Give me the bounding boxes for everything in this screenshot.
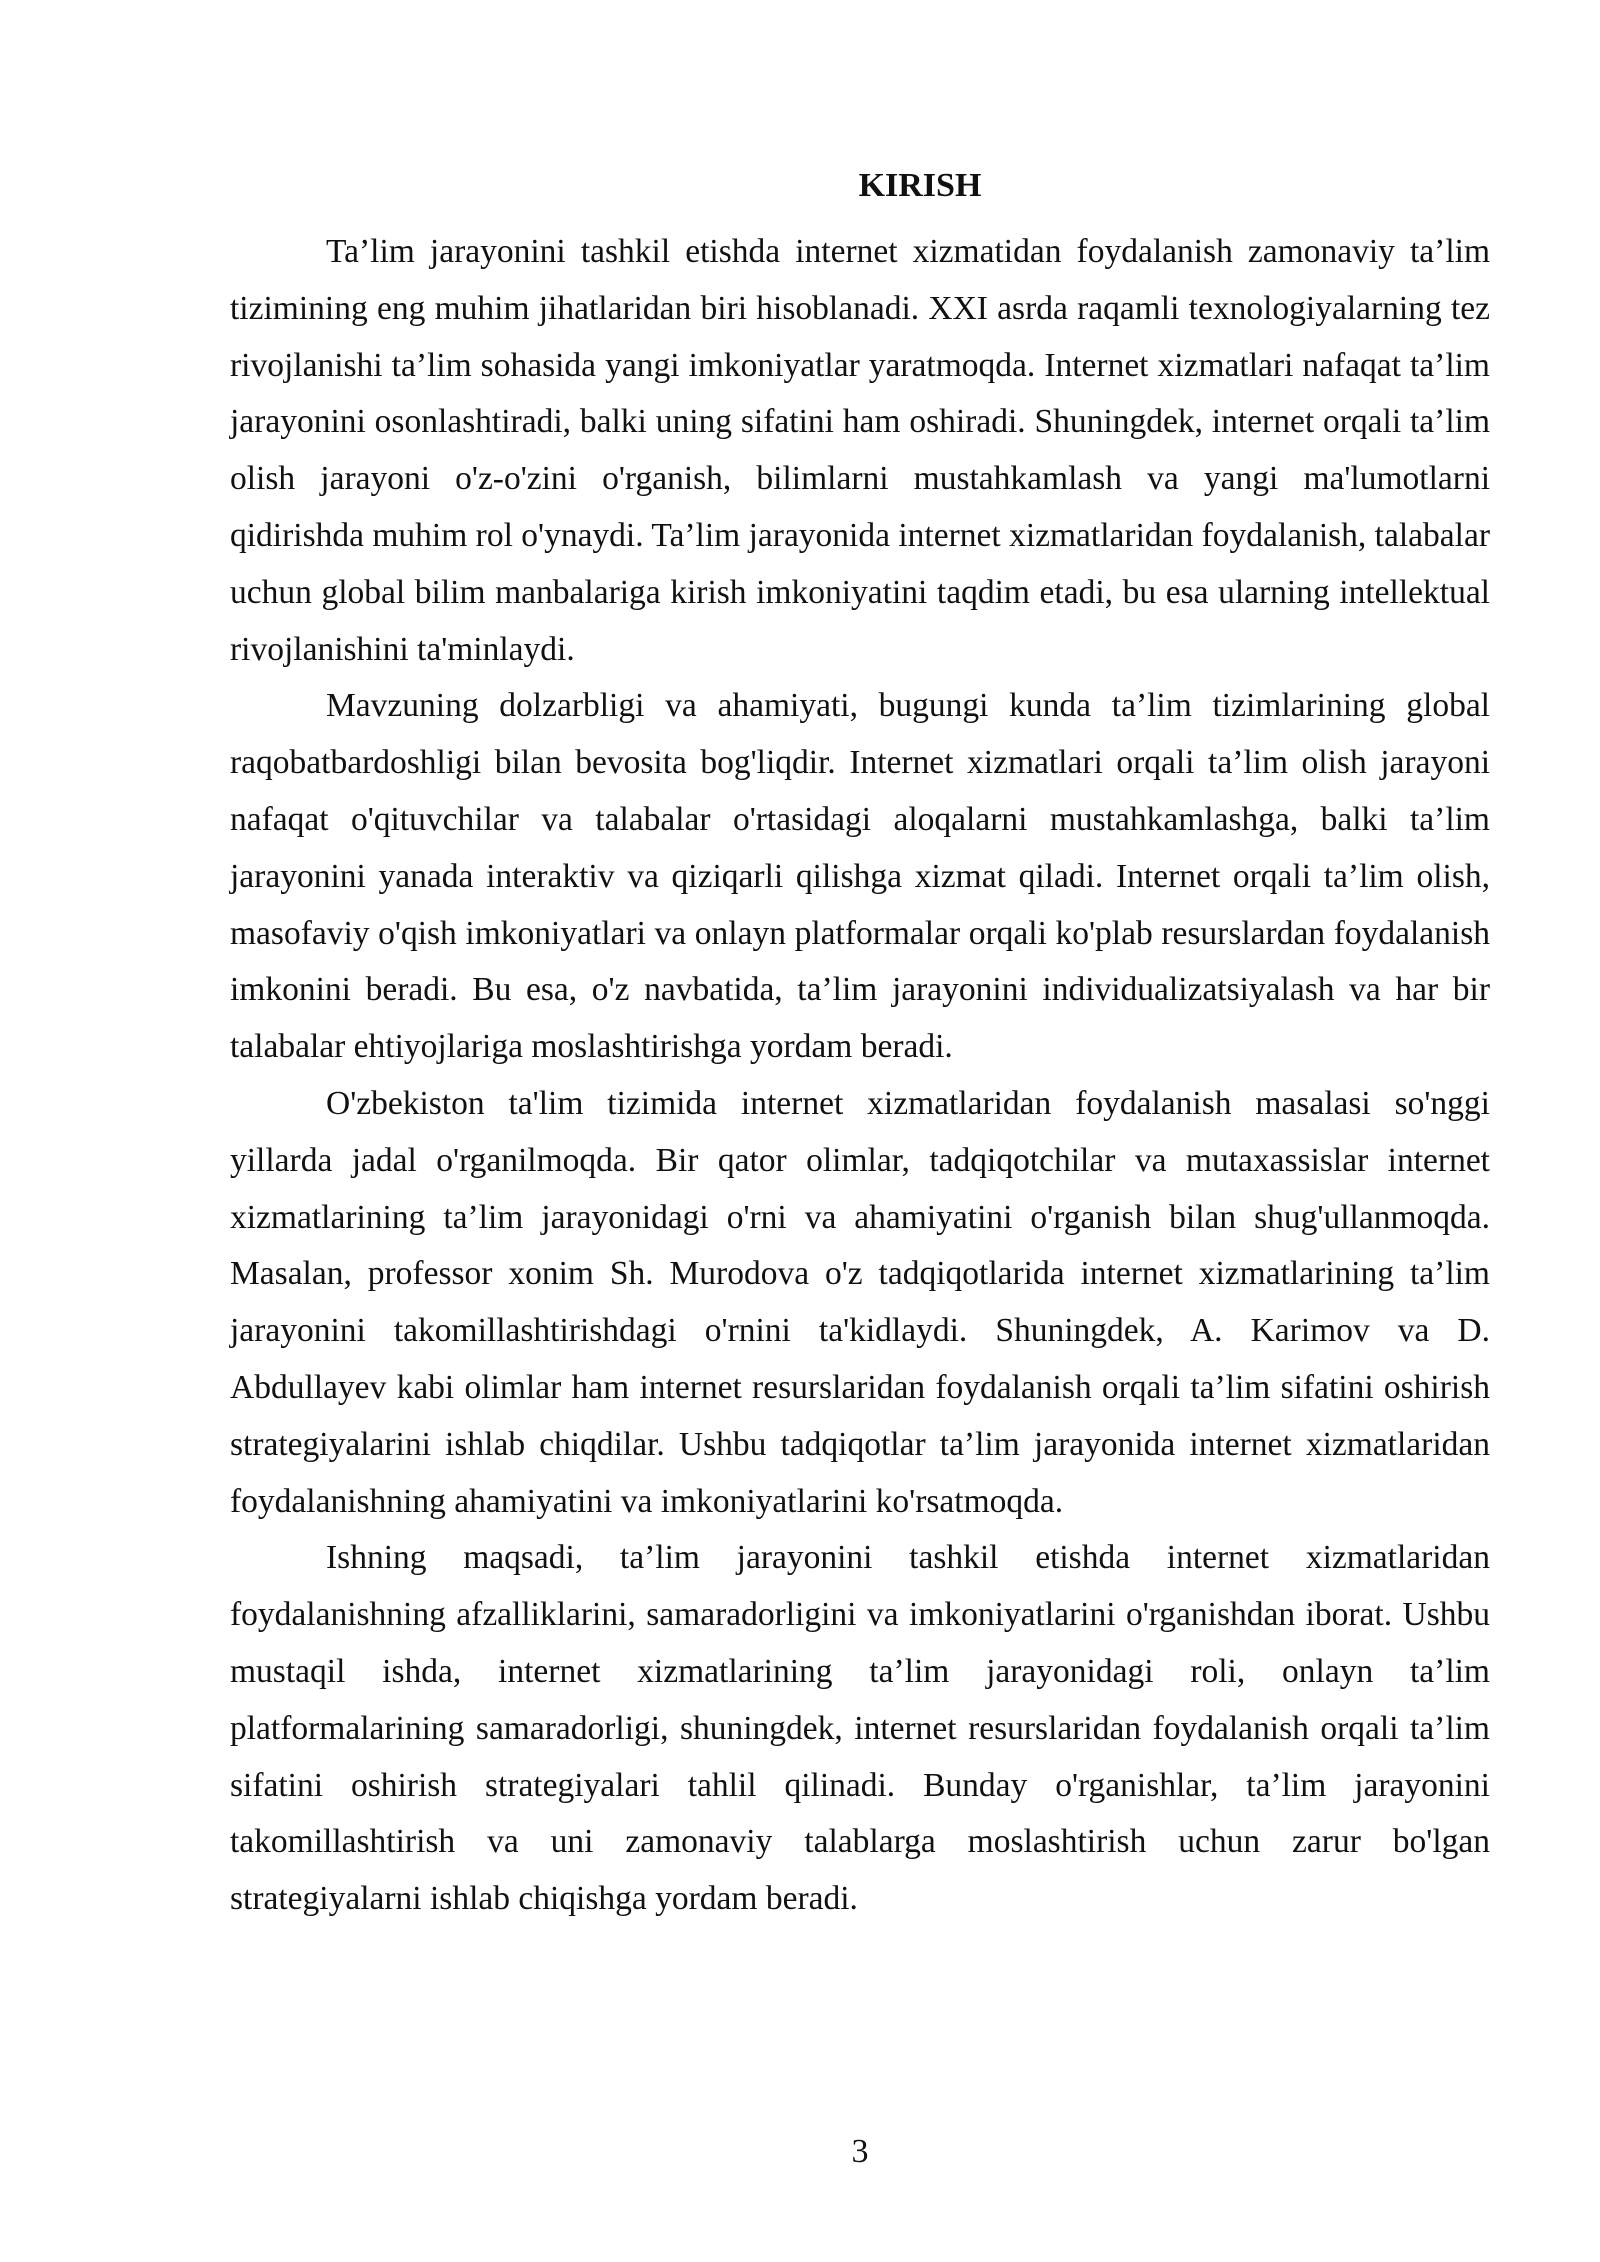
paragraph-objective: Ishning maqsadi, ta’lim jarayonini tashkil etishda internet xizmatlaridan foydalanishning afzalliklarini, samaradorligini va imkoniyatlarini o'rganishdan iborat. Ushbu mustaqil ishda, internet xizmatlarining ta’lim jarayonidagi roli, onlayn ta’lim platformalarining samaradorligi, shuningdek, internet resurslaridan foydalanish orqali ta’lim sifatini oshirish strategiyalari tahlil qilinadi. Bunday o'rganishlar, ta’lim jarayonini takomillashtirish va uni zamonaviy talablarga moslashtirish uchun zarur bo'lgan strategiyalarni ishlab chiqishga yordam beradi. [230,1539,1490,1918]
page-body [230,158,1490,1928]
paragraph-introduction: Ta’lim jarayonini tashkil etishda internet xizmatidan foydalanish zamonaviy ta’lim tizimining eng muhim jihatlaridan biri hisoblanadi. XXI asrda raqamli texnologiyalarning tez rivojlanishi ta’lim sohasida yangi imkoniyatlar yaratmoqda. Internet xizmatlari nafaqat ta’lim jarayonini osonlashtiradi, balki uning sifatini ham oshiradi. Shuningdek, internet orqali ta’lim olish jarayoni o'z-o'zini o'rganish, bilimlarni mustahkamlash va yangi ma'lumotlarni qidirishda muhim rol o'ynaydi. Ta’lim jarayonida internet xizmatlaridan foydalanish, talabalar uchun global bilim manbalariga kirish imkoniyatini taqdim etadi, bu esa ularning intellektual rivojlanishini ta'minlaydi. [230,233,1490,668]
paragraph-relevance: Mavzuning dolzarbligi va ahamiyati, bugungi kunda ta’lim tizimlarining global raqobatbardoshligi bilan bevosita bog'liqdir. Internet xizmatlari orqali ta’lim olish jarayoni nafaqat o'qituvchilar va talabalar o'rtasidagi aloqalarni mustahkamlashga, balki ta’lim jarayonini yanada interaktiv va qiziqarli qilishga xizmat qiladi. Internet orqali ta’lim olish, masofaviy o'qish imkoniyatlari va onlayn platformalar orqali ko'plab resurslardan foydalanish imkonini beradi. Bu esa, o'z navbatida, ta’lim jarayonini individualizatsiyalash va har bir talabalar ehtiyojlariga moslashtirishga yordam beradi. [230,687,1490,1066]
section-heading: KIRISH [858,167,982,204]
page-number: 3 [851,2133,869,2170]
paragraph-literature-review: O'zbekiston ta'lim tizimida internet xizmatlaridan foydalanish masalasi so'nggi yillarda jadal o'rganilmoqda. Bir qator olimlar, tadqiqotchilar va mutaxassislar internet xizmatlarining ta’lim jarayonidagi o'rni va ahamiyatini o'rganish bilan shug'ullanmoqda. Masalan, professor xonim Sh. Murodova o'z tadqiqotlarida internet xizmatlarining ta’lim jarayonini takomillashtirishdagi o'rnini ta'kidlaydi. Shuningdek, A. Karimov va D. Abdullayev kabi olimlar ham internet resurslaridan foydalanish orqali ta’lim sifatini oshirish strategiyalarini ishlab chiqdilar. Ushbu tadqiqotlar ta’lim jarayonida internet xizmatlaridan foydalanishning ahamiyatini va imkoniyatlarini ko'rsatmoqda. [230,1084,1490,1520]
